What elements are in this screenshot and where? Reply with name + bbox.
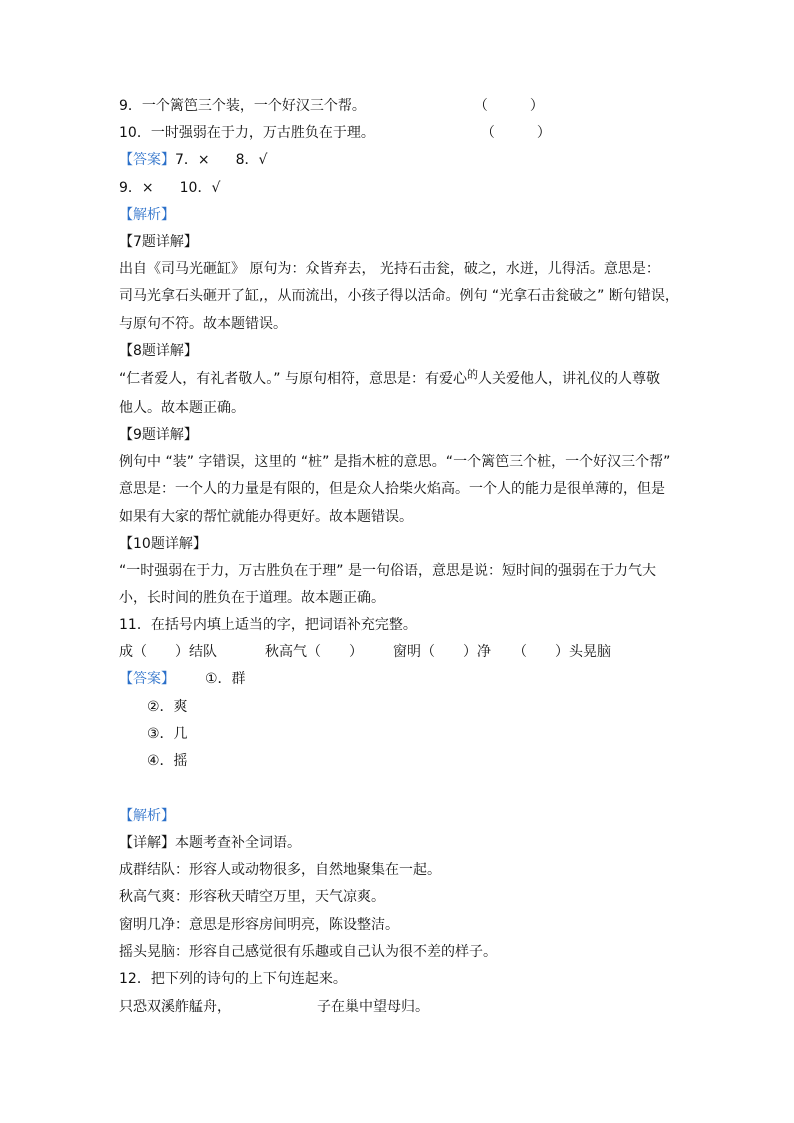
question-10-answer-blank: （ ）: [480, 125, 551, 141]
answer-line-2: [119, 178, 220, 198]
question-7-explanation-line-2: 司马光拿石头砸开了缸,，从而流出，小孩子得以活命。例句 “光拿石击瓮破之” 断句错误，: [119, 288, 679, 304]
question-9-detail-heading: 【9题详解】: [119, 427, 198, 443]
question-10-statement: 10．一时强弱在于力，万古胜负在于理。: [119, 125, 375, 141]
answer-9: 9．×: [119, 180, 154, 196]
question-11-answer-3: ③．几: [147, 726, 188, 742]
question-10-detail-heading: 【10题详解】: [119, 536, 207, 552]
word-blank-1: 成（ ）结队: [119, 644, 217, 660]
question-11-explanation-4: 摇头晃脑：形容自己感觉很有乐趣或自己认为很不差的样子。: [119, 944, 497, 960]
question-11-statement: 11．在括号内填上适当的字，把词语补充完整。: [119, 617, 417, 633]
word-blank-3: 窗明（ ）净: [393, 644, 491, 660]
question-11-explanation-1: 成群结队：形容人或动物很多，自然地聚集在一起。: [119, 862, 441, 878]
analysis-tag-11: 【解析】: [119, 808, 175, 824]
question-7-detail-heading: 【7题详解】: [119, 234, 198, 250]
question-11-answer-2: ②．爽: [147, 699, 188, 715]
answer-line-1: [119, 150, 267, 170]
question-8-detail-heading: 【8题详解】: [119, 343, 198, 359]
question-11-detail: [119, 833, 301, 853]
question-8-explanation-line-2: 他人。故本题正确。: [119, 400, 245, 416]
question-11-answer-1: ①．群: [205, 671, 246, 687]
question-7-explanation-line-1: 出自《司马光砸缸》 原句为：众皆弃去， 光持石击瓮，破之，水迸，儿得活。意思是：: [119, 261, 660, 277]
question-10-line: [119, 123, 551, 143]
answer-tag-11: 【答案】: [119, 671, 175, 687]
answer-7: 7．×: [175, 152, 210, 168]
question-10-explanation-line-2: 小，长时间的胜负在于道理。故本题正确。: [119, 590, 385, 606]
question-11-answer-4: ④．摇: [147, 753, 188, 769]
question-9-line: [119, 96, 544, 116]
question-11-answer-line: [119, 669, 246, 689]
question-9-explanation-line-2: 意思是：一个人的力量是有限的，但是众人拾柴火焰高。一个人的能力是很单薄的，但是: [119, 481, 665, 497]
question-11-detail-text: 【详解】本题考查补全词语。: [119, 835, 301, 851]
question-8-explanation-part-a: “仁者爱人，有礼者敬人。” 与原句相符，意思是：有爱心: [119, 371, 467, 387]
question-11-word-blanks: [119, 642, 611, 662]
question-9-statement: 9．一个篱笆三个装，一个好汉三个帮。: [119, 98, 366, 114]
answer-tag: 【答案】: [119, 152, 175, 168]
question-7-explanation-line-3: 与原句不符。故本题错误。: [119, 316, 287, 332]
question-11-explanation-3: 窗明几净：意思是形容房间明亮，陈设整洁。: [119, 917, 399, 933]
analysis-tag: 【解析】: [119, 207, 175, 223]
question-12-statement: 12．把下列的诗句的上下句连起来。: [119, 971, 347, 987]
question-8-explanation-part-b: 人关爱他人，讲礼仪的人尊敬: [477, 371, 660, 387]
question-8-explanation-line-1: [119, 369, 660, 390]
question-9-explanation-line-1: 例句中 “装” 字错误，这里的 “桩” 是指木桩的意思。“一个篱笆三个桩，一个好汉三个帮”: [119, 454, 671, 470]
answer-8: 8．√: [235, 152, 268, 168]
question-9-answer-blank: （ ）: [473, 98, 544, 114]
poem-right-line: 子在巢中望母归。: [317, 999, 429, 1015]
question-10-explanation-line-1: “一时强弱在于力，万古胜负在于理” 是一句俗语，意思是说：短时间的强弱在于力气大: [119, 563, 656, 579]
question-11-explanation-2: 秋高气爽：形容秋天晴空万里，天气凉爽。: [119, 889, 385, 905]
question-8-superscript-char: 的: [466, 368, 478, 381]
question-12-poem-line: [119, 997, 429, 1017]
question-9-explanation-line-3: 如果有大家的帮忙就能办得更好。故本题错误。: [119, 509, 413, 525]
answer-10: 10．√: [179, 180, 221, 196]
word-blank-4: （ ）头晃脑: [513, 644, 611, 660]
word-blank-2: 秋高气（ ）: [265, 644, 363, 660]
poem-left-line: 只恐双溪舴艋舟，: [119, 999, 231, 1015]
